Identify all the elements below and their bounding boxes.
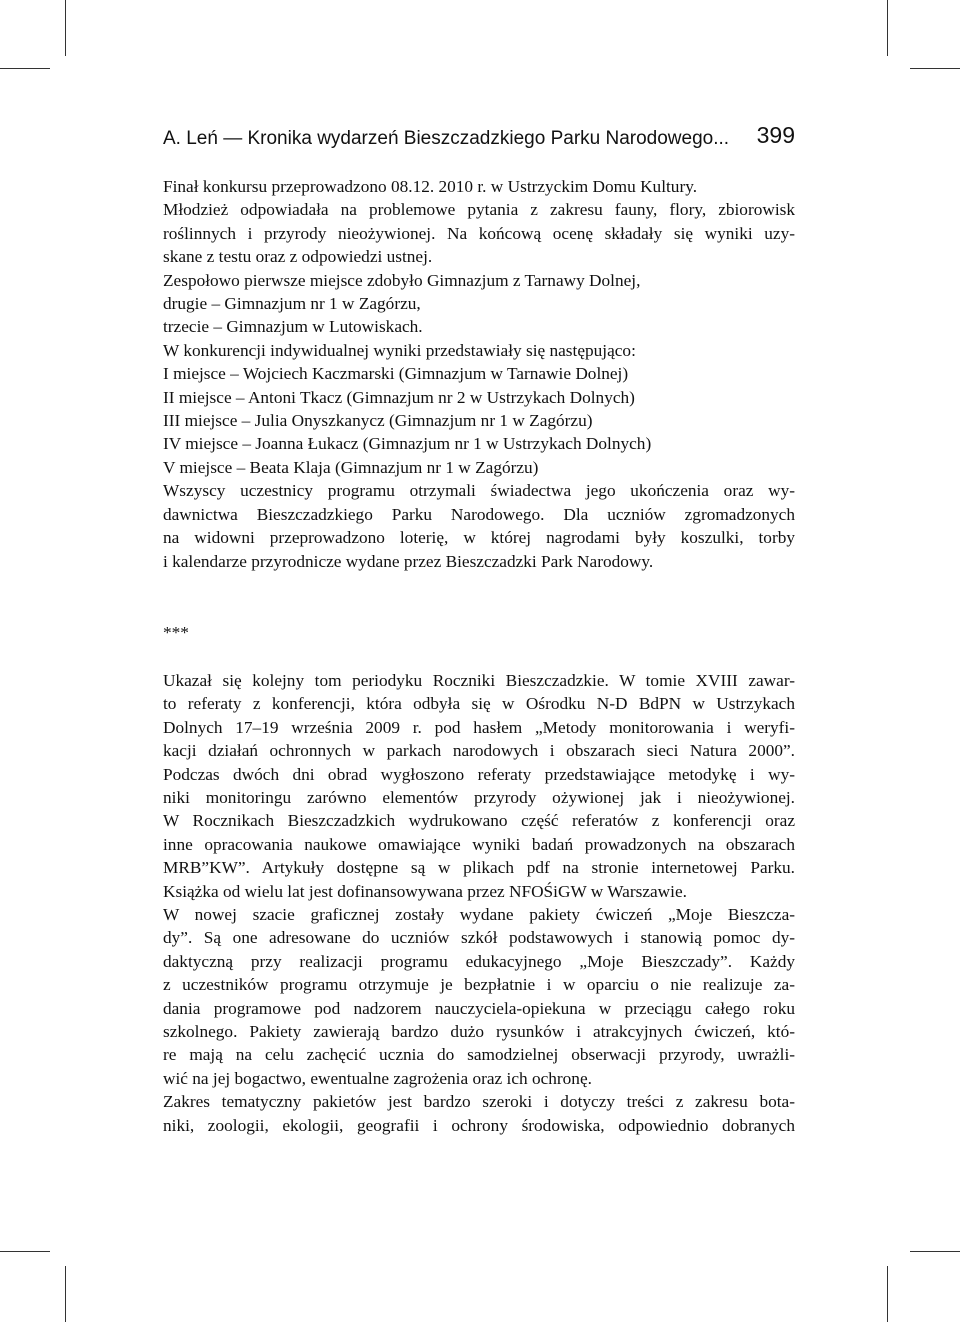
running-title: A. Leń — Kronika wydarzeń Bieszczadzkiego Parku Narodowego...: [163, 128, 730, 149]
text-line: i kalendarze przyrodnicze wydane przez Bieszczadzki Park Narodowy.: [163, 551, 654, 571]
text-line: III miejsce – Julia Onyszkanycz (Gimnazjum nr 1 w Zagórzu): [163, 411, 593, 431]
text-line: skane z testu oraz z odpowiedzi ustnej.: [163, 247, 433, 267]
text-line: Zakres tematyczny pakietów jest bardzo szeroki i dotyczy treści z zakresu bota-: [163, 1092, 795, 1112]
text-line: W Rocznikach Bieszczadzkich wydrukowano część referatów z konferencji oraz: [163, 811, 795, 831]
text-line: dania programowe pod nadzorem nauczyciela-opiekuna w przeciągu całego roku: [163, 998, 795, 1018]
text-line: Książka od wielu lat jest dofinansowywana przez NFOŚiGW w Warszawie.: [163, 881, 687, 901]
text-line: trzecie – Gimnazjum w Lutowiskach.: [163, 317, 423, 337]
crop-mark: [910, 1251, 960, 1252]
text-line: z uczestników programu otrzymuje je bezpłatnie i w oparciu o nie realizuje za-: [163, 975, 795, 995]
text-line: II miejsce – Antoni Tkacz (Gimnazjum nr 2 w Ustrzykach Dolnych): [163, 387, 635, 407]
section-publications: [163, 669, 795, 1137]
text-line: MRB”KW”. Artykuły dostępne są w plikach pdf na stronie internetowej Parku.: [163, 858, 795, 878]
text-line: re mają na celu zachęcić ucznia do samodzielnej obserwacji przyrody, uwrażli-: [163, 1045, 795, 1065]
text-line: Podczas dwóch dni obrad wygłoszono referaty przedstawiające metodykę i wy-: [163, 764, 795, 784]
text-line: I miejsce – Wojciech Kaczmarski (Gimnazjum w Tarnawie Dolnej): [163, 364, 629, 384]
crop-mark: [65, 0, 66, 56]
text-line: dawnictwa Bieszczadzkiego Parku Narodowego. Dla uczniów zgromadzonych: [163, 504, 795, 524]
page-number: 399: [756, 122, 795, 148]
text-line: Wszyscy uczestnicy programu otrzymali świadectwa jego ukończenia oraz wy-: [163, 481, 795, 501]
text-line: V miejsce – Beata Klaja (Gimnazjum nr 1 w Zagórzu): [163, 457, 539, 477]
text-line: niki, zoologii, ekologii, geografii i ochrony środowiska, odpowiednio dobranych: [163, 1115, 795, 1135]
text-line: szkolnego. Pakiety zawierają bardzo dużo rysunków i atrakcyjnych ćwiczeń, któ-: [163, 1022, 795, 1041]
text-line: Zespołowo pierwsze miejsce zdobyło Gimnazjum z Tarnawy Dolnej,: [163, 270, 641, 290]
text-line: wić na jej bogactwo, ewentualne zagrożenia oraz ich ochronę.: [163, 1068, 592, 1088]
text-line: W konkurencji indywidualnej wyniki przedstawiały się następująco:: [163, 340, 636, 360]
crop-mark: [887, 1266, 888, 1322]
text-line: Młodzież odpowiadała na problemowe pytania z zakresu fauny, flory, zbiorowisk: [163, 200, 795, 220]
crop-mark: [887, 0, 888, 56]
crop-mark: [910, 68, 960, 69]
page-body: [163, 175, 795, 1137]
text-line: roślinnych i przyrody nieożywionej. Na końcową ocenę składały się wyniki uzy-: [163, 223, 795, 243]
text-line: daktyczną przy realizacji programu edukacyjnego „Moje Bieszczady”. Każdy: [163, 951, 795, 971]
crop-mark: [0, 1251, 50, 1252]
text-line: niki monitoringu zarówno elementów przyrody ożywionej jak i nieożywionej.: [163, 787, 795, 807]
crop-mark: [0, 68, 50, 69]
text-line: inne opracowania naukowe omawiające wyniki badań prowadzonych na obszarach: [163, 834, 795, 854]
crop-mark: [65, 1266, 66, 1322]
section-separator: ***: [163, 622, 189, 642]
section-contest-results: [163, 175, 795, 573]
text-line: drugie – Gimnazjum nr 1 w Zagórzu,: [163, 294, 421, 314]
text-line: Dolnych 17–19 września 2009 r. pod hasłem „Metody monitorowania i weryfi-: [163, 717, 795, 737]
text-line: Ukazał się kolejny tom periodyku Roczniki Bieszczadzkie. W tomie XVIII zawar-: [163, 670, 795, 690]
running-header: [163, 122, 795, 156]
text-line: W nowej szacie graficznej zostały wydane pakiety ćwiczeń „Moje Bieszcza-: [163, 904, 795, 924]
text-line: kacji działań ochronnych w parkach narodowych i obszarach sieci Natura 2000”.: [163, 741, 795, 761]
text-line: Finał konkursu przeprowadzono 08.12. 2010 r. w Ustrzyckim Domu Kultury.: [163, 177, 698, 196]
text-line: IV miejsce – Joanna Łukacz (Gimnazjum nr 1 w Ustrzykach Dolnych): [163, 434, 652, 454]
text-line: to referaty z konferencji, która odbyła się w Ośrodku N-D BdPN w Ustrzykach: [163, 694, 795, 714]
text-line: na widowni przeprowadzono loterię, w której nagrodami były koszulki, torby: [163, 528, 795, 548]
text-line: dy”. Są one adresowane do uczniów szkół podstawowych i stanowią pomoc dy-: [163, 928, 795, 948]
